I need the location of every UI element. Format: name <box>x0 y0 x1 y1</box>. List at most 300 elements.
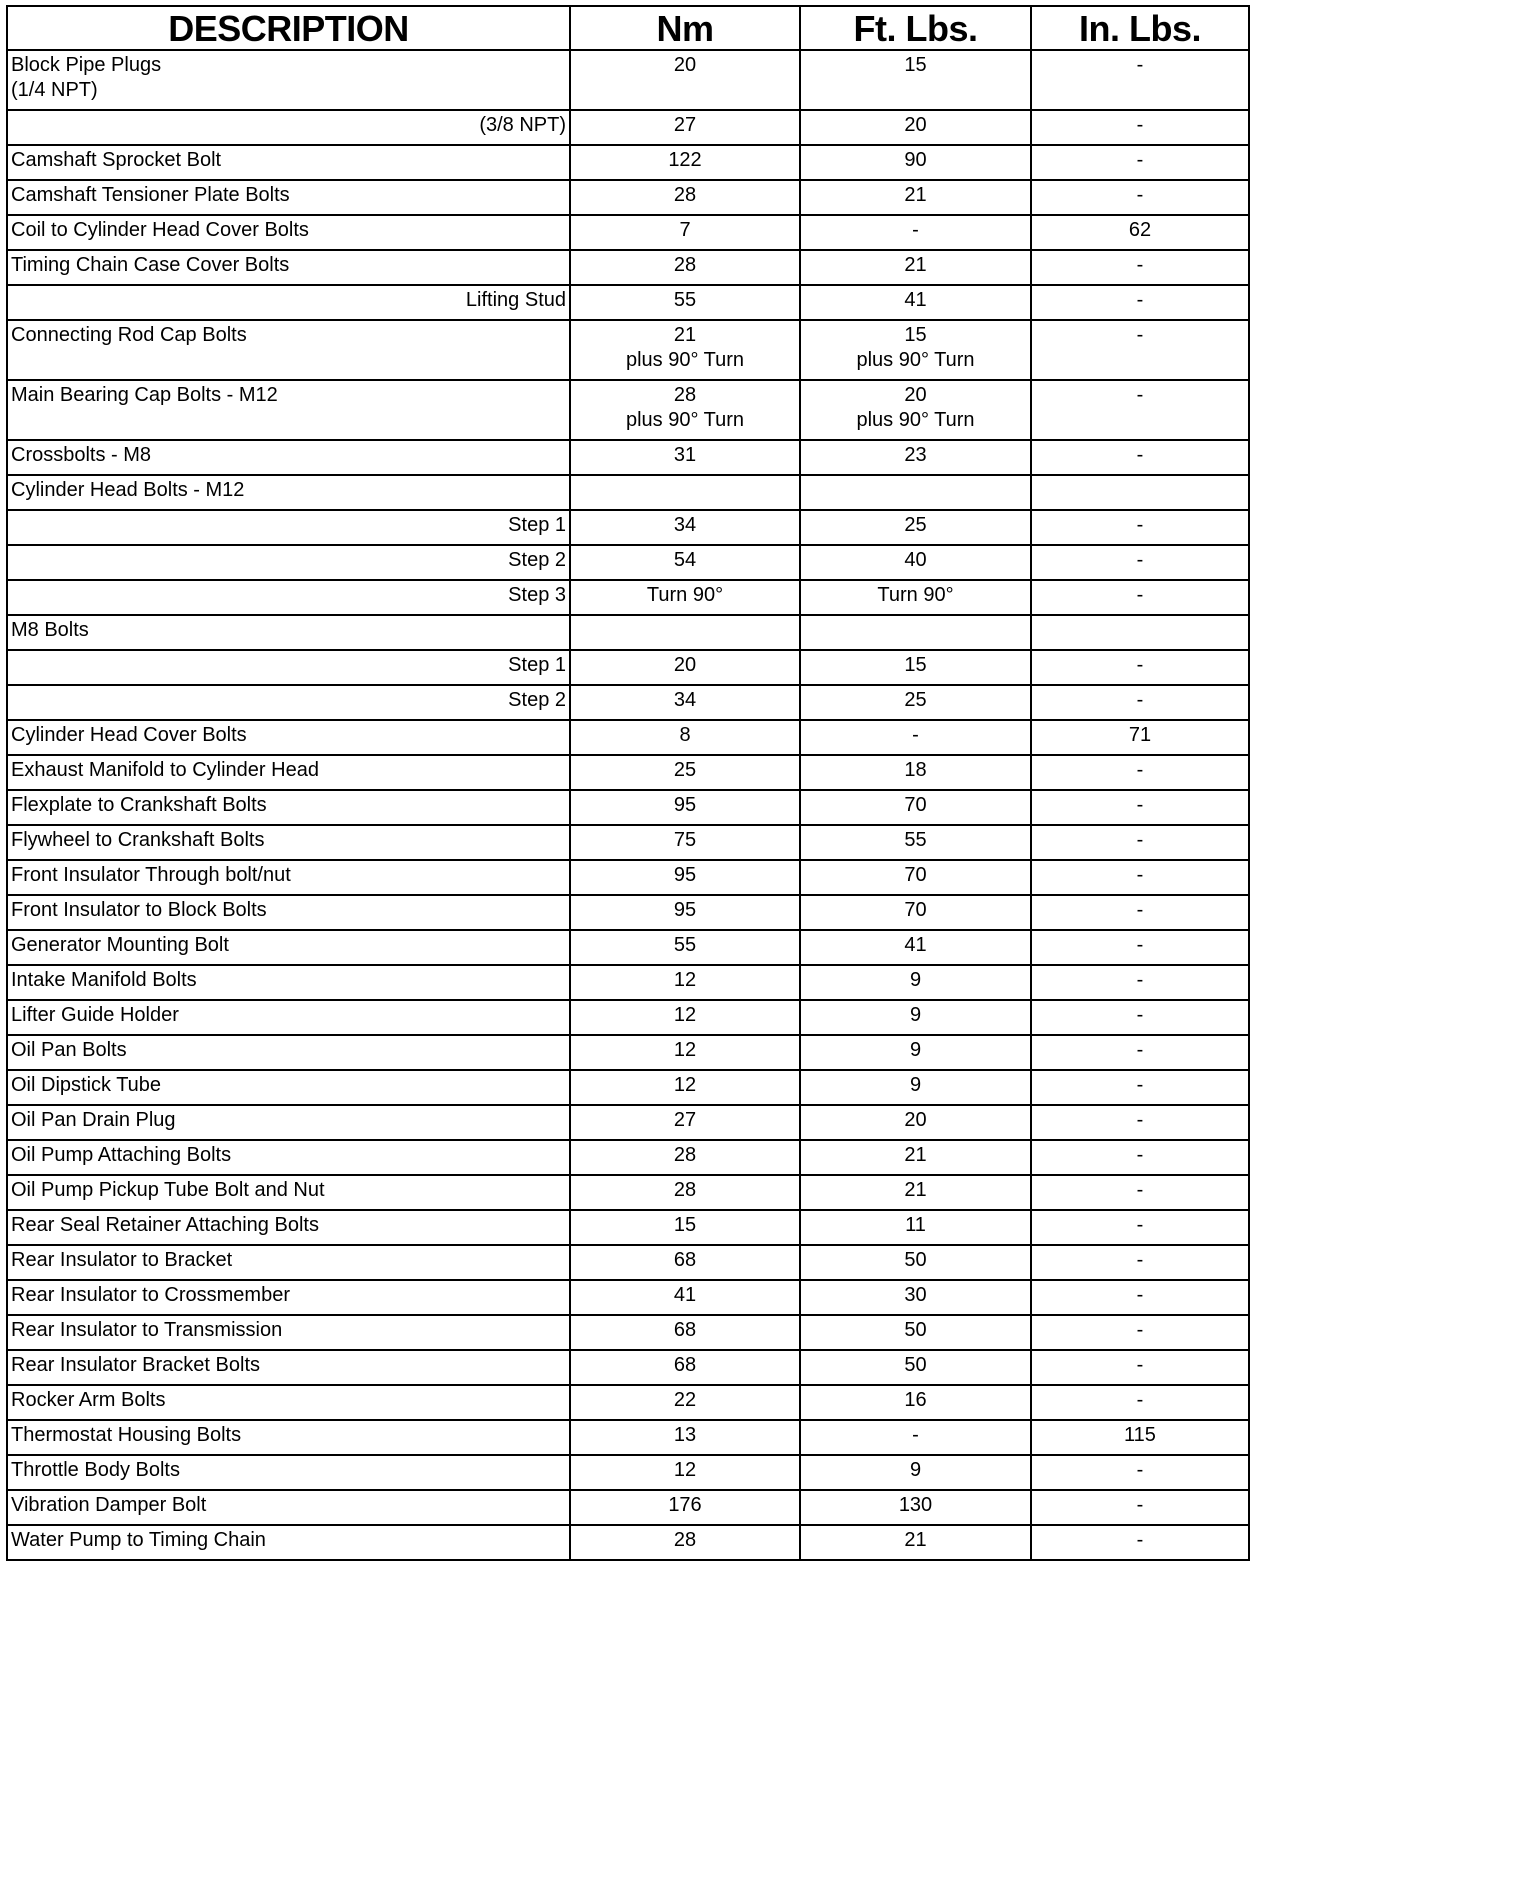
in-lbs-cell-text: - <box>1136 324 1144 346</box>
ft-lbs-cell-text: 50 <box>904 1319 927 1341</box>
in-lbs-cell <box>1031 1385 1249 1420</box>
description-cell <box>7 1315 570 1350</box>
ft-lbs-cell-text: 21 <box>904 1179 927 1201</box>
nm-cell-text: 7 <box>679 219 691 241</box>
description-cell <box>7 1175 570 1210</box>
description-cell-text: Oil Dipstick Tube <box>11 1074 162 1096</box>
nm-cell <box>570 1525 800 1560</box>
nm-cell <box>570 380 800 440</box>
description-cell <box>7 1140 570 1175</box>
description-cell <box>7 685 570 720</box>
nm-cell <box>570 1035 800 1070</box>
in-lbs-cell-text: - <box>1136 1459 1144 1481</box>
description-cell-text: Step 2 <box>508 689 566 711</box>
nm-cell <box>570 650 800 685</box>
header-nm: Nm <box>570 6 800 50</box>
header-row <box>7 6 1249 50</box>
in-lbs-cell-text: - <box>1136 1389 1144 1411</box>
nm-cell <box>570 720 800 755</box>
nm-cell <box>570 1280 800 1315</box>
ft-lbs-cell <box>800 1420 1031 1455</box>
nm-cell <box>570 790 800 825</box>
description-cell <box>7 110 570 145</box>
nm-cell-text: 68 <box>673 1319 697 1341</box>
table-row <box>7 1070 1249 1105</box>
nm-cell-text: 12 <box>673 1039 697 1061</box>
description-cell-text: Camshaft Sprocket Bolt <box>11 149 222 171</box>
header-ft-lbs: Ft. Lbs. <box>800 6 1031 50</box>
table-row <box>7 145 1249 180</box>
nm-cell <box>570 250 800 285</box>
ft-lbs-cell <box>800 930 1031 965</box>
nm-cell-text: 28 <box>673 1179 697 1201</box>
ft-lbs-cell-text: plus 90° Turn <box>856 349 975 371</box>
description-cell <box>7 755 570 790</box>
nm-cell <box>570 215 800 250</box>
description-cell-text: Main Bearing Cap Bolts - M12 <box>11 384 278 406</box>
ft-lbs-cell-text: - <box>912 1424 919 1446</box>
in-lbs-cell <box>1031 1315 1249 1350</box>
ft-lbs-cell <box>800 1175 1031 1210</box>
ft-lbs-cell-text: - <box>912 219 919 241</box>
nm-cell-text: 15 <box>673 1214 697 1236</box>
nm-cell <box>570 440 800 475</box>
ft-lbs-cell <box>800 1000 1031 1035</box>
table-row <box>7 440 1249 475</box>
ft-lbs-cell-text: 25 <box>904 514 927 536</box>
description-cell <box>7 720 570 755</box>
description-cell-text: Rear Insulator to Crossmember <box>11 1284 290 1306</box>
description-cell <box>7 215 570 250</box>
table-row <box>7 790 1249 825</box>
ft-lbs-cell-text: 30 <box>904 1284 927 1306</box>
ft-lbs-cell <box>800 1280 1031 1315</box>
ft-lbs-cell-text: 9 <box>909 1074 922 1096</box>
nm-cell <box>570 1070 800 1105</box>
description-cell-text: Camshaft Tensioner Plate Bolts <box>11 184 290 206</box>
ft-lbs-cell <box>800 1455 1031 1490</box>
description-cell-text: Step 1 <box>508 654 566 676</box>
in-lbs-cell-text: - <box>1136 384 1144 406</box>
header-description: DESCRIPTION <box>7 6 570 50</box>
ft-lbs-cell-text: Turn 90° <box>877 584 954 606</box>
ft-lbs-cell <box>800 860 1031 895</box>
nm-cell-text: 31 <box>673 444 697 466</box>
description-cell-text: (1/4 NPT) <box>11 79 98 101</box>
in-lbs-cell <box>1031 720 1249 755</box>
ft-lbs-cell-text: 18 <box>904 759 927 781</box>
nm-cell <box>570 685 800 720</box>
table-row <box>7 380 1249 440</box>
in-lbs-cell <box>1031 1280 1249 1315</box>
description-cell <box>7 1000 570 1035</box>
nm-cell-text: 20 <box>673 654 697 676</box>
in-lbs-cell <box>1031 320 1249 380</box>
nm-cell-text: 12 <box>673 1459 697 1481</box>
nm-cell <box>570 1105 800 1140</box>
ft-lbs-cell-text: 9 <box>909 1039 922 1061</box>
description-cell-text: (3/8 NPT) <box>479 114 566 136</box>
in-lbs-cell-text: - <box>1136 969 1144 991</box>
description-cell-text: Flexplate to Crankshaft Bolts <box>11 794 267 816</box>
ft-lbs-cell <box>800 180 1031 215</box>
description-cell <box>7 615 570 650</box>
ft-lbs-cell <box>800 145 1031 180</box>
nm-cell-text: 25 <box>673 759 697 781</box>
ft-lbs-cell-text: 70 <box>904 794 927 816</box>
description-cell <box>7 145 570 180</box>
in-lbs-cell <box>1031 1245 1249 1280</box>
ft-lbs-cell <box>800 1525 1031 1560</box>
table-row <box>7 1105 1249 1140</box>
nm-cell-text: 28 <box>673 254 697 276</box>
ft-lbs-cell-text: 15 <box>904 324 927 346</box>
ft-lbs-cell-text: 41 <box>904 289 927 311</box>
description-cell <box>7 180 570 215</box>
in-lbs-cell-text: - <box>1136 759 1144 781</box>
ft-lbs-cell-text: 9 <box>909 1459 922 1481</box>
in-lbs-cell-text: - <box>1136 1004 1144 1026</box>
description-cell-text: Oil Pan Drain Plug <box>11 1109 176 1131</box>
nm-cell <box>570 1350 800 1385</box>
nm-cell <box>570 755 800 790</box>
ft-lbs-cell-text: 25 <box>904 689 927 711</box>
description-cell-text: Oil Pump Attaching Bolts <box>11 1144 232 1166</box>
table-row <box>7 1525 1249 1560</box>
nm-cell-text: 27 <box>673 1109 697 1131</box>
table-row <box>7 285 1249 320</box>
nm-cell-text: 54 <box>673 549 697 571</box>
in-lbs-cell <box>1031 1455 1249 1490</box>
description-cell <box>7 790 570 825</box>
nm-cell-text: 22 <box>673 1389 697 1411</box>
nm-cell <box>570 615 800 650</box>
in-lbs-cell-text: - <box>1136 1039 1144 1061</box>
in-lbs-cell-text: - <box>1136 1109 1144 1131</box>
ft-lbs-cell-text: 50 <box>904 1249 927 1271</box>
table-row <box>7 180 1249 215</box>
ft-lbs-cell <box>800 1490 1031 1525</box>
nm-cell <box>570 320 800 380</box>
ft-lbs-cell <box>800 650 1031 685</box>
in-lbs-cell-text: - <box>1136 1144 1144 1166</box>
description-cell-text: Cylinder Head Cover Bolts <box>11 724 247 746</box>
nm-cell-text: 95 <box>673 899 697 921</box>
nm-cell <box>570 1245 800 1280</box>
description-cell-text: Step 3 <box>508 584 566 606</box>
nm-cell-text: 75 <box>673 829 697 851</box>
in-lbs-cell-text: - <box>1136 1529 1144 1551</box>
in-lbs-cell-text: - <box>1136 1319 1144 1341</box>
description-cell <box>7 860 570 895</box>
in-lbs-cell-text: - <box>1136 149 1144 171</box>
in-lbs-cell-text: - <box>1136 794 1144 816</box>
in-lbs-cell <box>1031 110 1249 145</box>
ft-lbs-cell <box>800 1070 1031 1105</box>
in-lbs-cell-text: - <box>1136 184 1144 206</box>
ft-lbs-cell <box>800 250 1031 285</box>
description-cell-text: Rear Insulator to Bracket <box>11 1249 233 1271</box>
nm-cell <box>570 1490 800 1525</box>
nm-cell-text: 28 <box>673 1529 697 1551</box>
nm-cell <box>570 110 800 145</box>
in-lbs-cell <box>1031 930 1249 965</box>
in-lbs-cell <box>1031 1490 1249 1525</box>
nm-cell-text: 122 <box>668 149 702 171</box>
table-row <box>7 1175 1249 1210</box>
in-lbs-cell-text: - <box>1136 1074 1144 1096</box>
description-cell-text: Rear Insulator Bracket Bolts <box>11 1354 260 1376</box>
description-cell <box>7 1420 570 1455</box>
table-row <box>7 545 1249 580</box>
nm-cell <box>570 1000 800 1035</box>
table-row <box>7 250 1249 285</box>
description-cell-text: Front Insulator to Block Bolts <box>11 899 267 921</box>
description-cell-text: Oil Pan Bolts <box>11 1039 127 1061</box>
torque-spec-sheet <box>6 5 1250 1561</box>
nm-cell-text: 28 <box>673 384 697 406</box>
ft-lbs-cell-text: 130 <box>898 1494 933 1516</box>
description-cell-text: Step 2 <box>508 549 566 571</box>
ft-lbs-cell <box>800 545 1031 580</box>
description-cell-text: Connecting Rod Cap Bolts <box>11 324 247 346</box>
in-lbs-cell <box>1031 545 1249 580</box>
nm-cell <box>570 50 800 110</box>
in-lbs-cell-text: - <box>1136 54 1144 76</box>
table-row <box>7 860 1249 895</box>
ft-lbs-cell-text: 11 <box>905 1214 926 1236</box>
in-lbs-cell <box>1031 1420 1249 1455</box>
nm-cell <box>570 1455 800 1490</box>
ft-lbs-cell <box>800 510 1031 545</box>
in-lbs-cell <box>1031 1175 1249 1210</box>
description-cell-text: Rear Seal Retainer Attaching Bolts <box>11 1214 319 1236</box>
table-row <box>7 650 1249 685</box>
table-row <box>7 1385 1249 1420</box>
nm-cell-text: plus 90° Turn <box>625 409 745 431</box>
table-row <box>7 615 1249 650</box>
table-row <box>7 825 1249 860</box>
in-lbs-cell-text: - <box>1136 584 1144 606</box>
ft-lbs-cell <box>800 440 1031 475</box>
ft-lbs-cell <box>800 615 1031 650</box>
nm-cell <box>570 510 800 545</box>
nm-cell <box>570 145 800 180</box>
description-cell <box>7 1245 570 1280</box>
ft-lbs-cell <box>800 580 1031 615</box>
description-cell-text: Flywheel to Crankshaft Bolts <box>11 829 265 851</box>
ft-lbs-cell <box>800 825 1031 860</box>
description-cell <box>7 250 570 285</box>
nm-cell <box>570 965 800 1000</box>
in-lbs-cell-text: - <box>1136 864 1144 886</box>
table-row <box>7 720 1249 755</box>
nm-cell <box>570 895 800 930</box>
ft-lbs-cell-text: 16 <box>904 1389 927 1411</box>
description-cell <box>7 650 570 685</box>
table-row <box>7 1245 1249 1280</box>
ft-lbs-cell <box>800 790 1031 825</box>
ft-lbs-cell-text: 15 <box>904 654 927 676</box>
ft-lbs-cell <box>800 50 1031 110</box>
in-lbs-cell-text: 71 <box>1128 724 1152 746</box>
table-row <box>7 580 1249 615</box>
description-cell <box>7 580 570 615</box>
in-lbs-cell-text: - <box>1136 934 1144 956</box>
description-cell <box>7 380 570 440</box>
in-lbs-cell <box>1031 1525 1249 1560</box>
in-lbs-cell-text: - <box>1136 899 1144 921</box>
in-lbs-cell <box>1031 580 1249 615</box>
table-row <box>7 1210 1249 1245</box>
description-cell <box>7 965 570 1000</box>
description-cell <box>7 510 570 545</box>
table-header <box>7 6 1249 50</box>
ft-lbs-cell <box>800 755 1031 790</box>
nm-cell-text: 12 <box>673 1004 697 1026</box>
ft-lbs-cell-text: 15 <box>904 54 927 76</box>
in-lbs-cell <box>1031 615 1249 650</box>
description-cell-text: Exhaust Manifold to Cylinder Head <box>11 759 319 781</box>
description-cell <box>7 1280 570 1315</box>
nm-cell <box>570 1315 800 1350</box>
torque-specifications-table <box>6 5 1250 1561</box>
ft-lbs-cell <box>800 215 1031 250</box>
ft-lbs-cell <box>800 1350 1031 1385</box>
description-cell-text: Thermostat Housing Bolts <box>11 1424 242 1446</box>
ft-lbs-cell <box>800 380 1031 440</box>
nm-cell-text: plus 90° Turn <box>625 349 745 371</box>
ft-lbs-cell <box>800 1140 1031 1175</box>
description-cell-text: Coil to Cylinder Head Cover Bolts <box>11 219 309 241</box>
in-lbs-cell <box>1031 1140 1249 1175</box>
ft-lbs-cell <box>800 475 1031 510</box>
in-lbs-cell <box>1031 1105 1249 1140</box>
nm-cell-text: 34 <box>673 514 697 536</box>
nm-cell-text: 27 <box>673 114 697 136</box>
nm-cell <box>570 1420 800 1455</box>
ft-lbs-cell <box>800 685 1031 720</box>
in-lbs-cell-text: - <box>1136 654 1144 676</box>
in-lbs-cell <box>1031 1070 1249 1105</box>
in-lbs-cell <box>1031 790 1249 825</box>
description-cell-text: Oil Pump Pickup Tube Bolt and Nut <box>11 1179 325 1201</box>
in-lbs-cell <box>1031 440 1249 475</box>
table-row <box>7 1280 1249 1315</box>
nm-cell-text: 13 <box>673 1424 697 1446</box>
description-cell <box>7 1455 570 1490</box>
ft-lbs-cell-text: 41 <box>904 934 927 956</box>
table-row <box>7 1490 1249 1525</box>
description-cell <box>7 475 570 510</box>
in-lbs-cell <box>1031 145 1249 180</box>
nm-cell-text: 34 <box>673 689 697 711</box>
table-row <box>7 1455 1249 1490</box>
description-cell-text: Front Insulator Through bolt/nut <box>11 864 291 886</box>
in-lbs-cell-text: - <box>1136 444 1144 466</box>
in-lbs-cell <box>1031 250 1249 285</box>
in-lbs-cell-text: - <box>1136 689 1144 711</box>
ft-lbs-cell-text: 21 <box>904 184 927 206</box>
in-lbs-cell-text: - <box>1136 1284 1144 1306</box>
description-cell <box>7 1525 570 1560</box>
table-row <box>7 510 1249 545</box>
in-lbs-cell <box>1031 895 1249 930</box>
description-cell <box>7 1035 570 1070</box>
in-lbs-cell <box>1031 180 1249 215</box>
table-row <box>7 755 1249 790</box>
table-row <box>7 895 1249 930</box>
ft-lbs-cell-text: 21 <box>904 254 927 276</box>
in-lbs-cell-text: 115 <box>1124 1424 1156 1446</box>
table-row <box>7 1350 1249 1385</box>
description-cell <box>7 320 570 380</box>
description-cell <box>7 1385 570 1420</box>
nm-cell-text: 28 <box>673 1144 697 1166</box>
table-row <box>7 1000 1249 1035</box>
ft-lbs-cell <box>800 1035 1031 1070</box>
description-cell-text: Block Pipe Plugs <box>11 54 162 76</box>
in-lbs-cell-text: - <box>1136 114 1144 136</box>
nm-cell-text: 68 <box>673 1354 697 1376</box>
nm-cell <box>570 1385 800 1420</box>
description-cell-text: Rear Insulator to Transmission <box>11 1319 283 1341</box>
nm-cell <box>570 1210 800 1245</box>
table-row <box>7 215 1249 250</box>
description-cell <box>7 895 570 930</box>
nm-cell-text: 8 <box>679 724 691 746</box>
in-lbs-cell <box>1031 475 1249 510</box>
in-lbs-cell <box>1031 285 1249 320</box>
in-lbs-cell <box>1031 685 1249 720</box>
in-lbs-cell <box>1031 510 1249 545</box>
description-cell <box>7 1210 570 1245</box>
in-lbs-cell <box>1031 1000 1249 1035</box>
description-cell <box>7 1070 570 1105</box>
in-lbs-cell <box>1031 825 1249 860</box>
description-cell <box>7 930 570 965</box>
description-cell <box>7 825 570 860</box>
ft-lbs-cell <box>800 1385 1031 1420</box>
table-row <box>7 1140 1249 1175</box>
nm-cell <box>570 580 800 615</box>
in-lbs-cell <box>1031 965 1249 1000</box>
nm-cell-text: 12 <box>673 1074 697 1096</box>
description-cell <box>7 50 570 110</box>
ft-lbs-cell <box>800 320 1031 380</box>
in-lbs-cell <box>1031 1210 1249 1245</box>
table-row <box>7 1420 1249 1455</box>
ft-lbs-cell-text: 90 <box>904 149 927 171</box>
nm-cell-text: 21 <box>673 324 697 346</box>
nm-cell-text: 28 <box>673 184 697 206</box>
nm-cell-text: 20 <box>673 54 697 76</box>
ft-lbs-cell-text: 23 <box>904 444 927 466</box>
table-body <box>7 50 1249 1560</box>
nm-cell <box>570 475 800 510</box>
ft-lbs-cell-text: 70 <box>904 899 927 921</box>
ft-lbs-cell <box>800 285 1031 320</box>
in-lbs-cell-text: - <box>1136 289 1144 311</box>
in-lbs-cell <box>1031 1350 1249 1385</box>
description-cell-text: Timing Chain Case Cover Bolts <box>11 254 290 276</box>
nm-cell-text: 41 <box>673 1284 697 1306</box>
in-lbs-cell-text: - <box>1136 1494 1144 1516</box>
nm-cell <box>570 930 800 965</box>
ft-lbs-cell-text: 70 <box>904 864 927 886</box>
nm-cell <box>570 1175 800 1210</box>
ft-lbs-cell <box>800 965 1031 1000</box>
